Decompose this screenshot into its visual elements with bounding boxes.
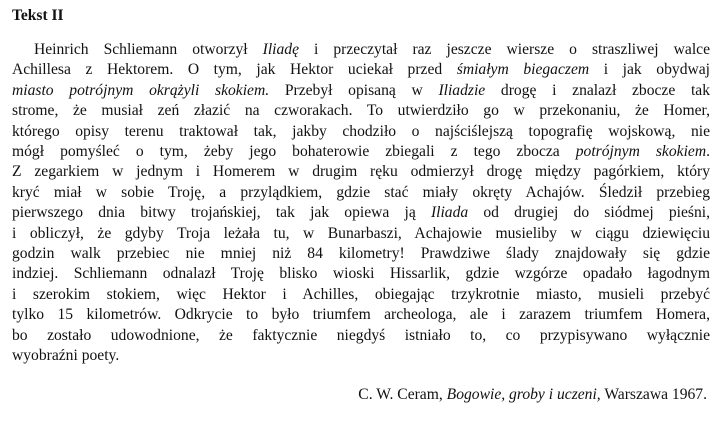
text-run: godzin walk przebiec nie mniej niż 84 kilometry! Prawdziwe ślady znajdowały się gdzie [12,245,710,263]
text-run: Achillesa z Hektorem. O tym, jak Hektor uciekał przed [12,61,457,79]
passage-line [12,264,710,284]
text-run: Z zegarkiem w jednym i Homerem w drugim ręku odmierzył drogę między pagórkiem, który [12,163,710,181]
italic-phrase: Iliadzie [438,81,486,99]
text-run: i przeczytał raz jeszcze wiersze o straszliwej walce [299,41,710,58]
passage-line [12,203,710,223]
text-run: i obliczył, że gdyby Troja leżała tu, w Bunarbaszi, Achajowie musieliby w ciągu dziewięciu [12,224,710,242]
text-run: Przebył opisaną w [269,81,439,99]
text-run: bo zostało udowodnione, że faktycznie niegdyś istniało to, co przypisywano wyłącznie [12,326,710,344]
passage-body [12,40,710,367]
passage-line [12,285,710,305]
passage-line [12,326,710,346]
citation-title: Bogowie, groby i uczeni, [446,386,601,403]
text-run: Heinrich Schliemann otworzył [34,41,263,58]
passage-line [12,40,710,60]
text-run: i jak obydwaj [589,61,710,79]
passage-line [12,101,710,121]
passage-line [12,346,710,366]
passage-line [12,60,710,80]
passage-line [12,122,710,142]
passage-line [12,305,710,325]
text-heading: Tekst II [12,7,64,24]
passage-line [12,244,710,264]
citation-place-year: Warszawa 1967. [600,386,707,403]
text-run: strome, że musiał zeń złazić na czworakach. To utwierdziło go w przekonaniu, że Homer, [12,102,710,120]
text-run: drogę i znalazł zbocze tak [485,81,711,99]
text-run: pierwszego dnia bitwy trojańskiej, tak jak opiewa ją [12,204,431,222]
italic-phrase: miasto potrójnym okrążyli skokiem. [12,81,270,99]
passage-line [12,81,710,101]
text-run: i szerokim stokiem, więc Hektor i Achilles, obiegając trzykrotnie miasto, musieli przebyć [12,285,710,303]
citation-author: C. W. Ceram, [358,386,447,403]
italic-phrase: śmiałym biegaczem [456,61,590,79]
passage-line [12,224,710,244]
text-run: wyobraźni poety. [12,347,120,365]
italic-phrase: Iliada [430,204,469,222]
passage-line [12,162,710,182]
text-run: mógł pomyśleć o tym, żeby jego bohaterowie zbiegali z tego zbocza [12,143,576,161]
text-run: od drugiej do siódmej pieśni, [468,204,711,222]
text-run: którego opisy terenu traktował tak, jakby chodziło o najściślejszą topografię wojskową, nie [12,122,710,140]
text-run: . [706,143,710,161]
italic-phrase: Iliadę [262,41,300,58]
text-run: kryć miał w sobie Troję, a przylądkiem, gdzie stać miały okręty Achajów. Śledził przebieg [12,183,710,201]
source-citation [358,385,707,405]
passage-line [12,142,710,162]
passage-line [12,183,710,203]
text-run: indziej. Schliemann odnalazł Troję blisko wioski Hissarlik, gdzie wzgórze opadało łagodnym [12,265,710,283]
italic-phrase: potrójnym skokiem [575,143,707,161]
text-run: tylko 15 kilometrów. Odkrycie to było triumfem archeologa, ale i zarazem triumfem Homera, [12,306,710,324]
